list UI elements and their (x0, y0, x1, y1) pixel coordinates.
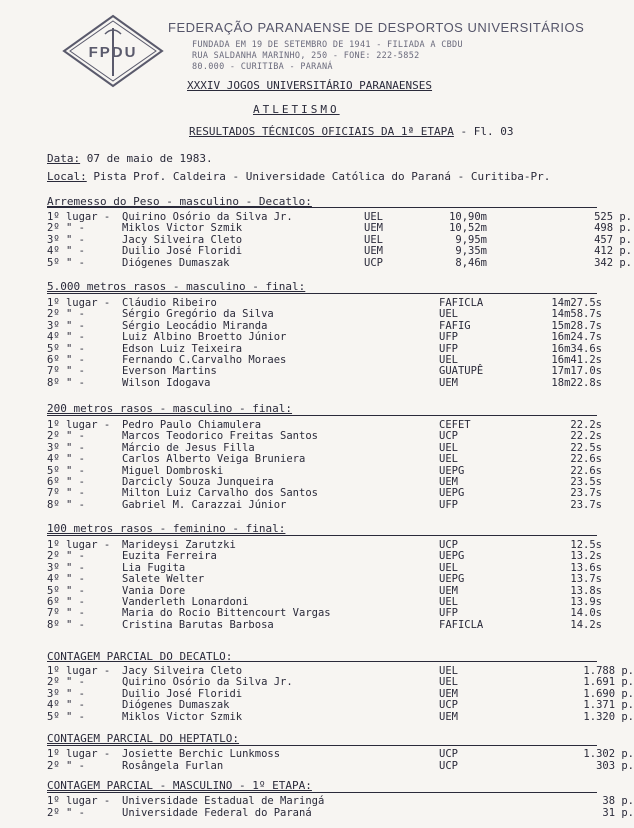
result-name: Edson Luiz Teixeira (122, 342, 243, 355)
result-row (47, 430, 602, 443)
date-value: 07 de maio de 1983. (80, 152, 213, 165)
section-title: 100 metros rasos - feminino - final: (47, 522, 286, 535)
result-place: 5º " - (47, 584, 85, 597)
result-place: 4º " - (47, 573, 85, 586)
result-name: Marideysi Zarutzki (122, 539, 236, 551)
foundation-line: FUNDADA EM 19 DE SETEMBRO DE 1941 - FILIADA A CBDU (192, 40, 463, 50)
result-mark: 13.8s (570, 584, 602, 597)
section-divider (47, 661, 597, 662)
address-line: RUA SALDANHA MARINHO, 250 - FONE: 222-5852 (192, 51, 420, 61)
result-place: 2º " - (47, 807, 85, 819)
result-place: 6º " - (47, 596, 85, 608)
date-line (47, 152, 213, 165)
result-mark: 22.2s (570, 430, 602, 443)
result-place: 3º " - (47, 561, 85, 574)
result-row (47, 464, 602, 477)
result-place: 1º lugar - (47, 419, 111, 431)
result-club: UCP (439, 760, 458, 772)
fpdu-logo (62, 14, 164, 88)
result-row (47, 807, 634, 819)
result-club: UEL (364, 233, 383, 246)
result-row (47, 441, 602, 454)
section-divider (47, 745, 597, 746)
result-club: FAFICLA (439, 618, 484, 631)
result-place: 1º lugar - (47, 539, 111, 551)
result-club: UCP (439, 430, 458, 443)
result-club: UFP (439, 331, 458, 344)
result-place: 1º lugar - (47, 665, 111, 677)
section-title: Arremesso do Peso - masculino - Decatlo: (47, 195, 312, 208)
result-place: 7º " - (47, 607, 85, 620)
result-row (47, 710, 634, 723)
result-mark: 10,90m (449, 211, 487, 223)
result-name: Cristina Barutas Barbosa (122, 618, 274, 631)
result-mark: 14m58.7s (551, 308, 602, 321)
result-row (47, 618, 602, 631)
result-row (47, 233, 632, 246)
result-club: UCP (439, 539, 458, 551)
result-score: 303 p. (596, 760, 634, 772)
section-title: 5.000 metros rasos - masculino - final: (47, 280, 306, 293)
result-club: UEL (364, 211, 383, 223)
result-row (47, 699, 634, 712)
result-row (47, 331, 602, 344)
result-name: Milton Luiz Carvalho dos Santos (122, 487, 318, 500)
section-divider (47, 535, 597, 536)
result-club: UEPG (439, 487, 465, 500)
result-row (47, 498, 602, 511)
result-mark: 13.2s (570, 550, 602, 563)
result-club: UEL (439, 676, 458, 689)
result-score: 1.302 p. (583, 748, 634, 760)
result-score: 525 p. (594, 211, 632, 223)
result-mark: 14.0s (570, 607, 602, 620)
result-place: 1º lugar - (47, 211, 111, 223)
result-name: Marcos Teodorico Freitas Santos (122, 430, 318, 443)
venue-line (47, 170, 550, 183)
result-name: Gabriel M. Carazzai Júnior (122, 498, 287, 511)
result-place: 1º lugar - (47, 297, 111, 309)
section-title: CONTAGEM PARCIAL DO HEPTATLO: (47, 732, 240, 745)
result-place: 2º " - (47, 550, 85, 563)
result-mark: 18m22.8s (551, 376, 602, 389)
result-name: Pedro Paulo Chiamulera (122, 419, 262, 431)
result-score: 1.690 p. (583, 687, 634, 700)
result-row (47, 365, 602, 378)
result-mark: 17m17.0s (551, 365, 602, 378)
result-place: 2º " - (47, 676, 85, 689)
city-line: 80.000 - CURITIBA - PARANÁ (192, 62, 333, 72)
result-row (47, 607, 602, 620)
result-name: Universidade Estadual de Maringá (122, 795, 325, 807)
result-mark: 23.5s (570, 476, 602, 488)
result-name: Miguel Dombroski (122, 464, 224, 477)
result-score: 457 p. (594, 233, 632, 246)
result-place: 8º " - (47, 618, 85, 631)
result-row (47, 453, 602, 466)
result-score: 1.320 p. (583, 710, 634, 723)
result-name: Euzita Ferreira (122, 550, 217, 563)
result-row (47, 748, 634, 760)
section-title: 200 metros rasos - masculino - final: (47, 402, 293, 415)
result-club: UEL (439, 596, 458, 608)
result-mark: 13.6s (570, 561, 602, 574)
result-mark: 22.2s (570, 419, 602, 431)
result-name: Vania Dore (122, 584, 186, 597)
result-row (47, 211, 632, 223)
result-row (47, 297, 602, 309)
result-place: 2º " - (47, 222, 85, 235)
result-name: Everson Martins (122, 365, 217, 378)
result-row (47, 308, 602, 321)
section-divider (47, 293, 597, 294)
logo-lettering: FPDU (88, 44, 138, 61)
result-place: 8º " - (47, 376, 85, 389)
result-row (47, 596, 602, 608)
result-name: Miklos Victor Szmik (122, 222, 243, 235)
result-name: Maria do Rocio Bittencourt Vargas (122, 607, 331, 620)
fpdu-emblem-icon (62, 14, 164, 88)
result-club: UEL (439, 453, 458, 466)
sheet-number: - Fl. 03 (460, 125, 514, 138)
result-name: Duilio José Floridi (122, 245, 243, 258)
result-score: 38 p. (602, 795, 634, 807)
result-place: 5º " - (47, 710, 85, 723)
result-row (47, 354, 602, 366)
result-name: Jacy Silveira Cleto (122, 233, 243, 246)
result-name: Wilson Idogava (122, 376, 211, 389)
result-score: 498 p. (594, 222, 632, 235)
result-club: GUATUPÊ (439, 365, 484, 378)
result-place: 3º " - (47, 441, 85, 454)
section-divider (47, 207, 597, 208)
date-label: Data: (47, 152, 81, 165)
result-name: Sérgio Gregório da Silva (122, 308, 274, 321)
result-row (47, 419, 602, 431)
result-place: 4º " - (47, 453, 85, 466)
result-place: 4º " - (47, 699, 85, 712)
result-club: UEM (439, 584, 458, 597)
section-divider (47, 792, 597, 793)
result-score: 1.371 p. (583, 699, 634, 712)
result-place: 5º " - (47, 256, 85, 269)
result-name: Duilio José Floridi (122, 687, 243, 700)
result-row (47, 476, 602, 488)
result-name: Cláudio Ribeiro (122, 297, 217, 309)
result-name: Sérgio Leocádio Miranda (122, 319, 268, 332)
result-club: UEL (439, 308, 458, 321)
result-row (47, 676, 634, 689)
result-mark: 15m28.7s (551, 319, 602, 332)
section-title: CONTAGEM PARCIAL DO DECATLO: (47, 650, 233, 663)
venue-label: Local: (47, 170, 87, 183)
result-score: 31 p. (602, 807, 634, 819)
result-name: Fernando C.Carvalho Moraes (122, 354, 287, 366)
result-place: 8º " - (47, 498, 85, 511)
result-club: UFP (439, 498, 458, 511)
games-title: XXXIV JOGOS UNIVERSITÁRIO PARANAENSES (187, 79, 433, 92)
result-row (47, 573, 602, 586)
result-club: FAFIG (439, 319, 471, 332)
results-heading: RESULTADOS TÉCNICOS OFICIAIS DA 1ª ETAPA (189, 125, 454, 138)
organization-name: FEDERAÇÃO PARANAENSE DE DESPORTOS UNIVERSITÁRIOS (168, 20, 585, 35)
result-row (47, 342, 602, 355)
result-name: Salete Welter (122, 573, 205, 586)
result-club: UCP (364, 256, 383, 269)
result-place: 6º " - (47, 354, 85, 366)
result-mark: 9,35m (455, 245, 487, 258)
result-club: UFP (439, 607, 458, 620)
result-mark: 22.6s (570, 464, 602, 477)
result-name: Josiette Berchic Lunkmoss (122, 748, 281, 760)
result-club: UEM (364, 245, 383, 258)
result-name: Lia Fugita (122, 561, 186, 574)
result-name: Miklos Victor Szmik (122, 710, 243, 723)
result-club: UEPG (439, 550, 465, 563)
sport-title: ATLETISMO (253, 103, 340, 116)
result-mark: 13.7s (570, 573, 602, 586)
result-name: Carlos Alberto Veiga Bruniera (122, 453, 306, 466)
result-score: 1.691 p. (583, 676, 634, 689)
section-divider (47, 415, 597, 416)
result-name: Vanderleth Lonardoni (122, 596, 249, 608)
result-row (47, 584, 602, 597)
result-club: UEL (439, 665, 458, 677)
result-place: 4º " - (47, 245, 85, 258)
result-place: 5º " - (47, 464, 85, 477)
result-row (47, 665, 634, 677)
result-club: UEL (439, 354, 458, 366)
result-score: 342 p. (594, 256, 632, 269)
result-club: UEM (439, 710, 458, 723)
result-place: 2º " - (47, 308, 85, 321)
result-name: Quirino Osório da Silva Jr. (122, 211, 293, 223)
result-name: Darcicly Souza Junqueira (122, 476, 274, 488)
result-mark: 8,46m (455, 256, 487, 269)
result-place: 6º " - (47, 476, 85, 488)
result-place: 3º " - (47, 319, 85, 332)
result-name: Diógenes Dumaszak (122, 699, 230, 712)
result-place: 1º lugar - (47, 795, 111, 807)
result-club: UEM (439, 476, 458, 488)
result-row (47, 687, 634, 700)
result-mark: 16m41.2s (551, 354, 602, 366)
result-place: 5º " - (47, 342, 85, 355)
result-row (47, 539, 602, 551)
result-club: UEL (439, 561, 458, 574)
result-club: UEM (439, 687, 458, 700)
result-club: UEM (439, 376, 458, 389)
result-row (47, 222, 632, 235)
result-row (47, 760, 634, 772)
result-place: 1º lugar - (47, 748, 111, 760)
result-mark: 22.6s (570, 453, 602, 466)
result-name: Márcio de Jesus Filla (122, 441, 255, 454)
result-place: 4º " - (47, 331, 85, 344)
result-club: UCP (439, 699, 458, 712)
result-name: Quirino Osório da Silva Jr. (122, 676, 293, 689)
result-row (47, 487, 602, 500)
result-name: Rosângela Furlan (122, 760, 224, 772)
result-name: Luiz Albino Broetto Júnior (122, 331, 287, 344)
result-place: 7º " - (47, 487, 85, 500)
result-score: 412 p. (594, 245, 632, 258)
result-club: UEM (364, 222, 383, 235)
result-mark: 14m27.5s (551, 297, 602, 309)
result-name: Diógenes Dumaszak (122, 256, 230, 269)
result-club: UEL (439, 441, 458, 454)
result-mark: 10,52m (449, 222, 487, 235)
result-row (47, 319, 602, 332)
result-mark: 22.5s (570, 441, 602, 454)
result-row (47, 376, 602, 389)
result-row (47, 795, 634, 807)
result-club: UEPG (439, 573, 465, 586)
result-club: UFP (439, 342, 458, 355)
result-row (47, 561, 602, 574)
venue-value: Pista Prof. Caldeira - Universidade Católica do Paraná - Curitiba-Pr. (86, 170, 551, 183)
result-place: 2º " - (47, 760, 85, 772)
result-mark: 9,95m (455, 233, 487, 246)
result-place: 3º " - (47, 233, 85, 246)
result-name: Jacy Silveira Cleto (122, 665, 243, 677)
result-row (47, 245, 632, 258)
results-title (189, 125, 514, 138)
section-title: CONTAGEM PARCIAL - MASCULINO - 1º ETAPA: (47, 779, 312, 792)
result-place: 3º " - (47, 687, 85, 700)
result-mark: 12.5s (570, 539, 602, 551)
result-mark: 14.2s (570, 618, 602, 631)
result-place: 7º " - (47, 365, 85, 378)
result-row (47, 256, 632, 269)
result-mark: 23.7s (570, 498, 602, 511)
result-mark: 16m34.6s (551, 342, 602, 355)
result-club: UCP (439, 748, 458, 760)
result-club: UEPG (439, 464, 465, 477)
result-club: CEFET (439, 419, 471, 431)
result-club: FAFICLA (439, 297, 484, 309)
result-mark: 23.7s (570, 487, 602, 500)
result-place: 2º " - (47, 430, 85, 443)
result-mark: 13.9s (570, 596, 602, 608)
result-row (47, 550, 602, 563)
result-name: Universidade Federal do Paraná (122, 807, 312, 819)
result-score: 1.788 p. (583, 665, 634, 677)
result-mark: 16m24.7s (551, 331, 602, 344)
